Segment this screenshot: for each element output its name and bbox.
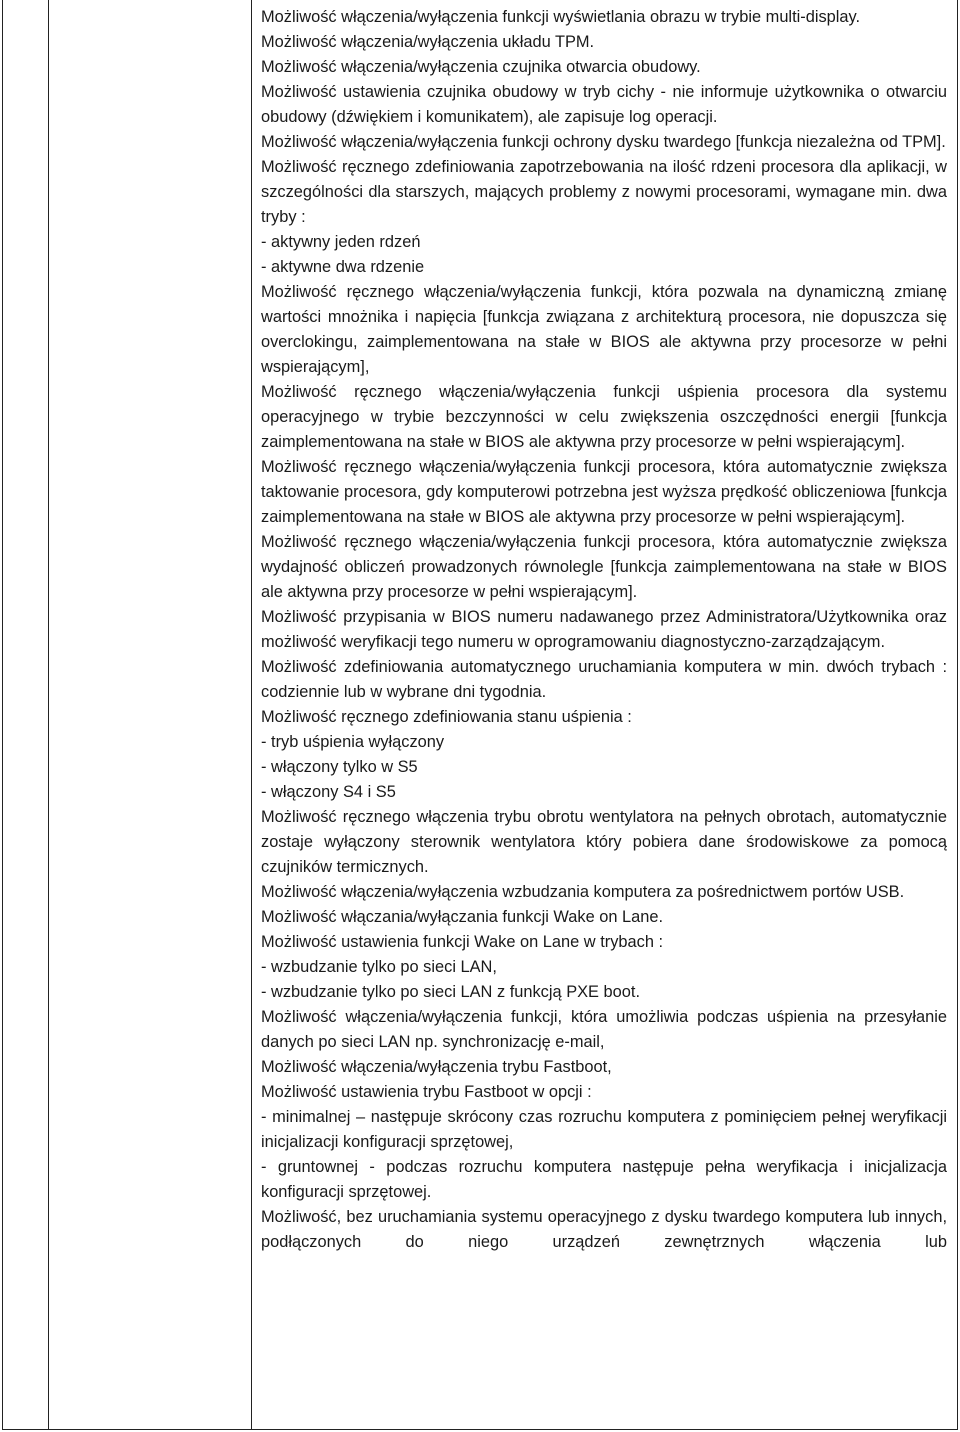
spec-paragraph: - wzbudzanie tylko po sieci LAN z funkcją PXE boot. bbox=[261, 983, 640, 1001]
spec-paragraph: Możliwość ręcznego włączenia/wyłączenia funkcji uśpienia procesora dla systemu operacyjnego w trybie bezczynności w celu zwiększenia oszczędności energii [funkcja zaimplementowana na stałe w BIOS ale aktywna przy procesorze w pełni wspierającym]. bbox=[261, 383, 947, 451]
spec-paragraph: - aktywne dwa rdzenie bbox=[261, 258, 425, 276]
spec-paragraph: - wzbudzanie tylko po sieci LAN, bbox=[261, 958, 497, 976]
spec-paragraph: - gruntownej - podczas rozruchu komputera następuje pełna weryfikacja i inicjalizacja konfiguracji sprzętowej. bbox=[261, 1158, 947, 1201]
spec-paragraph: Możliwość włączenia/wyłączenia czujnika otwarcia obudowy. bbox=[261, 58, 701, 76]
spec-paragraph: Możliwość ręcznego włączenia/wyłączenia funkcji procesora, która automatycznie zwiększa wydajność obliczeń prowadzonych równolegle [funkcja zaimplementowana na stałe w BIOS ale aktywna przy procesorze w pełni wspierającym]. bbox=[261, 533, 947, 601]
spec-paragraph: Możliwość ustawienia czujnika obudowy w tryb cichy - nie informuje użytkownika o otwarciu obudowy (dźwiękiem i komunikatem), ale zapisuje log operacji. bbox=[261, 83, 947, 126]
spec-table bbox=[2, 0, 958, 1430]
spec-paragraph: Możliwość ręcznego zdefiniowania stanu uśpienia : bbox=[261, 708, 632, 726]
spec-paragraph: Możliwość włączenia/wyłączenia trybu Fastboot, bbox=[261, 1058, 612, 1076]
column-divider-right bbox=[251, 0, 252, 1429]
spec-paragraph: Możliwość ręcznego włączenia trybu obrotu wentylatora na pełnych obrotach, automatycznie zostaje wyłączony sterownik wentylatora który pobiera dane środowiskowe za pomocą czujników termicznych. bbox=[261, 808, 947, 876]
spec-paragraph: - minimalnej – następuje skrócony czas rozruchu komputera z pominięciem pełnej weryfikacji inicjalizacji konfiguracji sprzętowej, bbox=[261, 1108, 947, 1151]
spec-paragraph: Możliwość ustawienia funkcji Wake on Lane w trybach : bbox=[261, 933, 664, 951]
spec-paragraph: Możliwość ręcznego włączenia/wyłączenia funkcji, która pozwala na dynamiczną zmianę wartości mnożnika i napięcia [funkcja związana z architekturą procesora, nie dopuszcza się overclokingu, zaimplementowana na stałe w BIOS ale aktywna przy procesorze w pełni wspierającym], bbox=[261, 283, 947, 376]
spec-paragraph: Możliwość włączania/wyłączania funkcji Wake on Lane. bbox=[261, 908, 664, 926]
spec-paragraph: Możliwość włączenia/wyłączenia układu TPM. bbox=[261, 33, 595, 51]
spec-paragraph: - włączony S4 i S5 bbox=[261, 783, 396, 801]
spec-paragraph: Możliwość włączenia/wyłączenia funkcji, która umożliwia podczas uśpienia na przesyłanie danych po sieci LAN np. synchronizację e-mail, bbox=[261, 1008, 947, 1051]
spec-paragraph: Możliwość włączenia/wyłączenia funkcji wyświetlania obrazu w trybie multi-display. bbox=[261, 8, 861, 26]
spec-paragraph: - włączony tylko w S5 bbox=[261, 758, 418, 776]
spec-paragraph: Możliwość ręcznego zdefiniowania zapotrzebowania na ilość rdzeni procesora dla aplikacji, w szczególności dla starszych, mających problemy z nowymi procesorami, wymagane min. dwa tryby : bbox=[261, 158, 947, 226]
spec-paragraph: Możliwość, bez uruchamiania systemu operacyjnego z dysku twardego komputera lub innych, podłączonych do niego urządzeń zewnętrznych włączenia lub bbox=[261, 1208, 947, 1251]
column-divider-left bbox=[48, 0, 49, 1429]
spec-paragraph: Możliwość włączenia/wyłączenia wzbudzania komputera za pośrednictwem portów USB. bbox=[261, 883, 905, 901]
spec-paragraph: Możliwość przypisania w BIOS numeru nadawanego przez Administratora/Użytkownika oraz możliwość weryfikacji tego numeru w oprogramowaniu diagnostyczno-zarządzającym. bbox=[261, 608, 947, 651]
spec-paragraph: Możliwość włączenia/wyłączenia funkcji ochrony dysku twardego [funkcja niezależna od TPM]. bbox=[261, 133, 946, 151]
spec-paragraph: Możliwość ręcznego włączenia/wyłączenia funkcji procesora, która automatycznie zwiększa taktowanie procesora, gdy komputerowi potrzebna jest wyższa prędkość obliczeniowa [funkcja zaimplementowana na stałe w BIOS ale aktywna przy procesorze w pełni wspierającym]. bbox=[261, 458, 947, 526]
spec-paragraph: Możliwość zdefiniowania automatycznego uruchamiania komputera w min. dwóch trybach : codziennie lub w wybrane dni tygodnia. bbox=[261, 658, 947, 701]
spec-paragraph: - aktywny jeden rdzeń bbox=[261, 233, 421, 251]
spec-paragraph: Możliwość ustawienia trybu Fastboot w opcji : bbox=[261, 1083, 592, 1101]
spec-paragraph: - tryb uśpienia wyłączony bbox=[261, 733, 445, 751]
spec-description-cell bbox=[261, 5, 947, 1255]
